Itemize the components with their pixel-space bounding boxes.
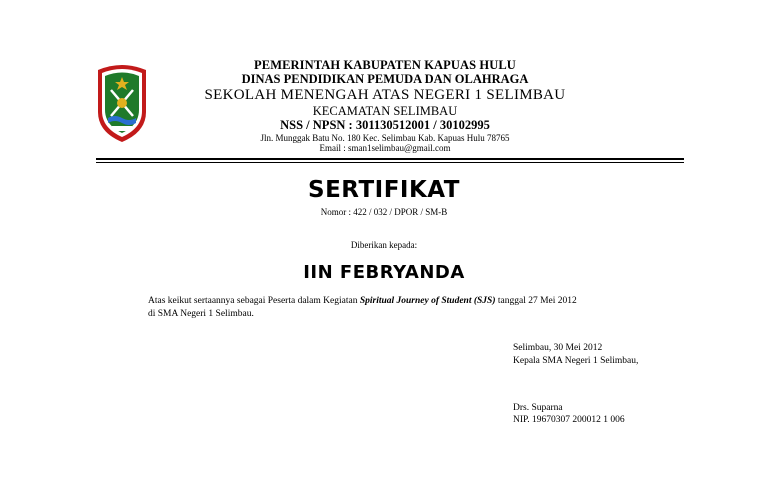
- address: Jln. Munggak Batu No. 180 Kec. Selimbau Kab. Kapuas Hulu 78765: [260, 132, 510, 143]
- certificate-number: Nomor : 422 / 032 / DPOR / SM-B: [320, 207, 448, 217]
- event-name: Spiritual Journey of Student (SJS): [359, 296, 496, 306]
- body-line-1: [148, 296, 577, 306]
- certificate-title: SERTIFIKAT: [308, 177, 460, 203]
- letterhead: [160, 58, 610, 153]
- signer-nip: NIP. 19670307 200012 1 006: [513, 415, 625, 425]
- recipient-name: IIN FEBRYANDA: [303, 262, 465, 283]
- kapuas-hulu-emblem-icon: [94, 62, 150, 144]
- dept-name: DINAS PENDIDIKAN PEMUDA DAN OLAHRAGA: [241, 72, 529, 86]
- email: Email : sman1selimbau@gmail.com: [319, 142, 451, 153]
- body-text-pre: Atas keikut sertaannya sebagai Peserta dalam Kegiatan: [148, 296, 360, 306]
- given-to-label: Diberikan kepada:: [350, 240, 418, 250]
- body-line-2: di SMA Negeri 1 Selimbau.: [148, 309, 254, 319]
- header-divider-thin: [96, 162, 684, 163]
- sign-place-date: Selimbau, 30 Mei 2012: [513, 343, 603, 353]
- body-text-post: tanggal 27 Mei 2012: [495, 296, 577, 306]
- nss-npsn: NSS / NPSN : 301130512001 / 30102995: [280, 117, 490, 132]
- school-name: SEKOLAH MENENGAH ATAS NEGERI 1 SELIMBAU: [204, 87, 566, 103]
- kecamatan: KECAMATAN SELIMBAU: [312, 103, 458, 118]
- gov-name: PEMERINTAH KABUPATEN KAPUAS HULU: [254, 58, 516, 72]
- header-divider-thick: [96, 158, 684, 160]
- sign-position: Kepala SMA Negeri 1 Selimbau,: [513, 356, 639, 366]
- signer-name: Drs. Suparna: [513, 403, 563, 413]
